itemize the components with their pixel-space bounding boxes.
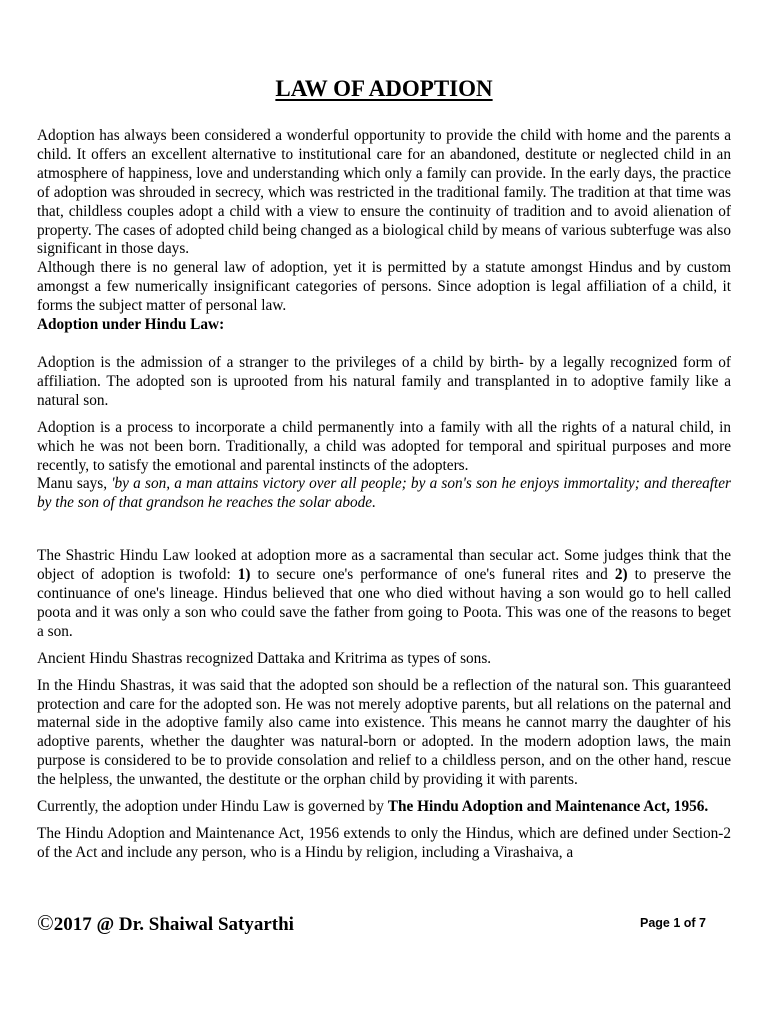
paragraph-types-of-sons: Ancient Hindu Shastras recognized Dattaka and Kritrima as types of sons. bbox=[37, 649, 492, 667]
paragraph-definition: Adoption is the admission of a stranger to the privileges of a child by birth- by a legally recognized form of affiliation. The adopted son is uprooted from his natural family and transplanted in to adoptive family like a natural son. bbox=[37, 353, 731, 409]
shastric-text-a: The Shastric Hindu Law looked at adoption more as a sacramental than secular act. Some judges think that the object of adoption is twofold: bbox=[37, 547, 731, 584]
paragraph-general-law: Although there is no general law of adoption, yet it is permitted by a statute amongst Hindus and by custom amongst a few numerically insignificant categories of persons. Since adoption is legal affiliation of a child, it forms the subject matter of personal law. bbox=[37, 259, 731, 315]
paragraph-process: Adoption is a process to incorporate a child permanently into a family with all the rights of a natural child, in which he was not been born. Traditionally, a child was adopted for temporal and spiritual purposes and more recently, to satisfy the emotional and parental instincts of the adopters. bbox=[37, 418, 731, 474]
page-number: Page 1 of 7 bbox=[640, 916, 706, 930]
shastric-text-b: to secure one's performance of one's funeral rites and bbox=[250, 566, 615, 584]
current-law-prefix: Currently, the adoption under Hindu Law is governed by bbox=[37, 798, 388, 816]
paragraph-current-law bbox=[37, 798, 731, 817]
footer-author: 2017 @ Dr. Shaiwal Satyarthi bbox=[53, 914, 294, 935]
footer-copyright bbox=[37, 910, 294, 936]
paragraph-act-extent: The Hindu Adoption and Maintenance Act, 1956 extends to only the Hindus, which are defined under Section-2 of the Act and include any person, who is a Hindu by religion, including a Virashaiva, a bbox=[37, 825, 731, 861]
paragraph-shastric-law bbox=[37, 547, 731, 642]
section-heading-hindu-law: Adoption under Hindu Law: bbox=[37, 316, 225, 334]
act-name: The Hindu Adoption and Maintenance Act, 1956. bbox=[387, 798, 709, 816]
point-one-marker: 1) bbox=[237, 566, 251, 584]
point-two-marker: 2) bbox=[614, 566, 628, 584]
paragraph-intro: Adoption has always been considered a wonderful opportunity to provide the child with home and the parents a child. It offers an excellent alternative to institutional care for an abandoned, destitute or neglected child in an atmosphere of happiness, love and understanding which only a family can provide. In the early days, the practice of adoption was shrouded in secrecy, which was restricted in the traditional family. The tradition at that time was that, childless couples adopt a child with a view to ensure the continuity of tradition and to avoid alienation of property. The cases of adopted child being changed as a biological child by means of various subterfuge was also significant in those days. bbox=[37, 127, 731, 258]
document-body bbox=[37, 127, 731, 863]
paragraph-manu-quote bbox=[37, 475, 731, 513]
copyright-symbol: © bbox=[37, 910, 54, 935]
document-title: LAW OF ADOPTION bbox=[275, 76, 493, 101]
paragraph-shastras: In the Hindu Shastras, it was said that the adopted son should be a reflection of the natural son. This guaranteed protection and care for the adopted son. He was not merely adoptive parents, but all relations on the paternal and maternal side in the adoptive family also came into existence. This means he cannot marry the daughter of his adoptive parents, whether the daughter was natural-born or adopted. In the modern adoption laws, the main purpose is considered to be to provide consolation and relief to a childless person, and on the other hand, rescue the helpless, the unwanted, the destitute or the orphan child by providing it with parents. bbox=[37, 676, 731, 789]
manu-quote-text: 'by a son, a man attains victory over all people; by a son's son he enjoys immortality; and thereafter by the son of that grandson he reaches the solar abode. bbox=[37, 475, 731, 512]
manu-prefix: Manu says, bbox=[37, 475, 112, 493]
shastric-text-c: to preserve the continuance of one's lineage. Hindus believed that one who died without having a son would go to hell called poota and it was only a son who could save the father from going to Poota. This was one of the reasons to beget a son. bbox=[37, 566, 732, 640]
